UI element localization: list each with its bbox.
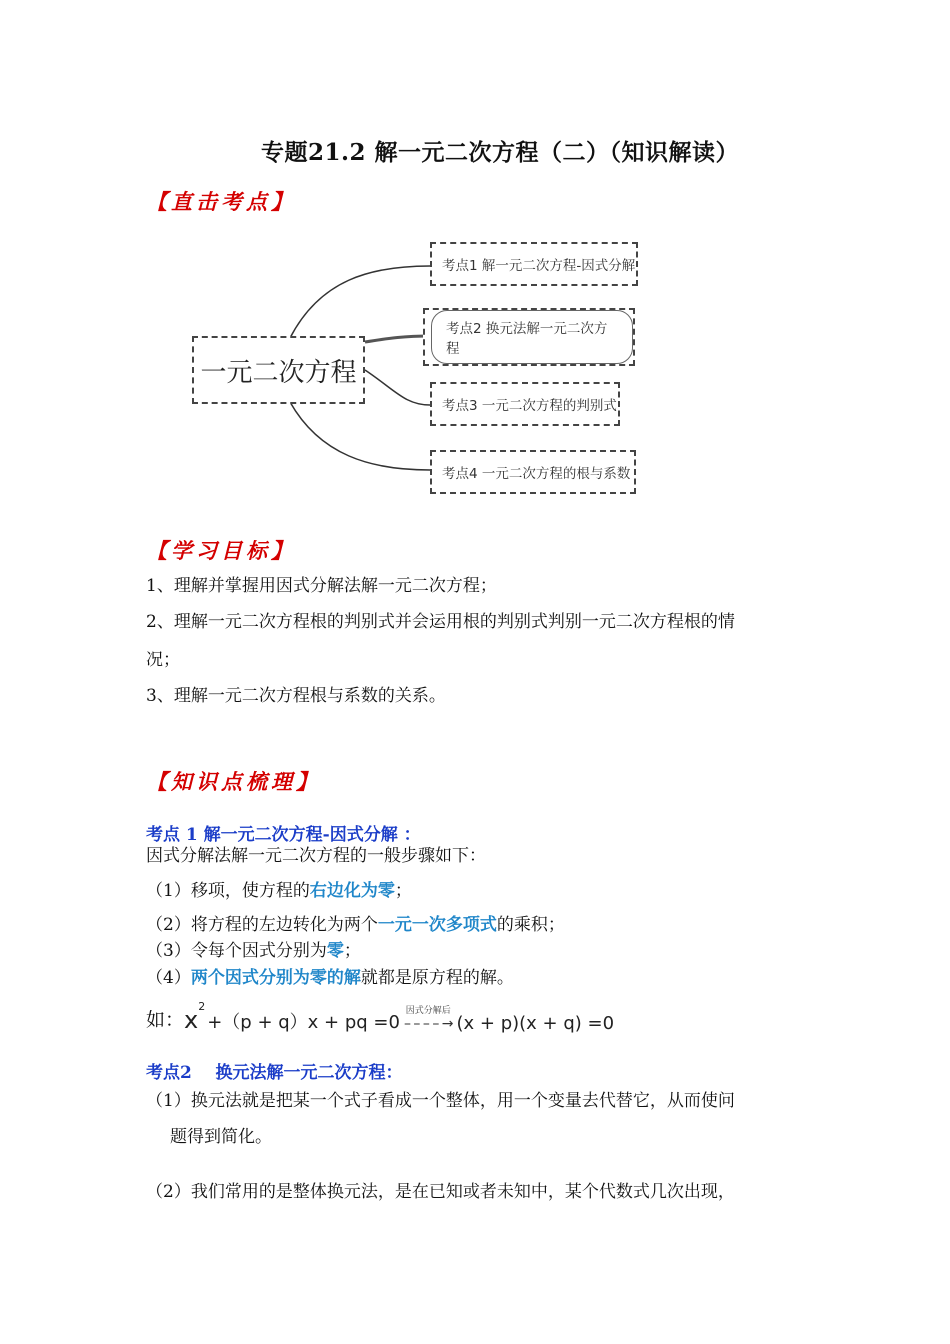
point2-para-2: （2）我们常用的是整体换元法，是在已知或者未知中，某个代数式几次出现， [146,1182,735,1202]
formula-x-letter: x [184,1006,199,1034]
goal-item-2-cont: 况； [146,650,180,670]
arrow-label: 因式分解后 [405,1006,451,1016]
point1-step-4 [146,964,514,992]
mind-map-node-1: 考点1 解一元二次方程-因式分解 [430,242,638,286]
arrow-icon: – – – – → [403,1016,453,1032]
step3-highlight: 零 [326,941,344,961]
point1-step-2 [146,911,565,939]
section-heading-direct: 【直击考点】 [146,189,296,214]
point2-para-1: （1）换元法就是把某一个式子看成一个整体，用一个变量去代替它，从而使问 [146,1091,735,1111]
step4-text: （4） [146,968,191,988]
section-heading-goals: 【学习目标】 [146,538,296,563]
goal-item-3: 3、理解一元二次方程根与系数的关系。 [146,686,446,706]
step1-highlight: 右边化为零 [309,881,395,901]
point2-heading: 考点2 换元法解一元二次方程： [146,1063,403,1083]
page-title: 专题21.2 解一元二次方程（二）（知识解读） [260,139,740,166]
goal-item-2: 2、理解一元二次方程根的判别式并会运用根的判别式判别一元二次方程根的情 [146,612,735,632]
goal-item-1: 1、理解并掌握用因式分解法解一元二次方程； [146,576,497,596]
mind-map-node-2-pill: 考点2 换元法解一元二次方程 [431,310,633,364]
point1-example [146,998,614,1034]
formula-right: (x + p)(x + q) =0 [456,1013,615,1034]
step2-text: （2）将方程的左边转化为两个 [146,915,378,935]
mind-map [180,230,660,510]
step1-end: ； [394,881,412,901]
point1-heading: 考点 1 解一元二次方程-因式分解 ： [146,825,421,845]
step2-end: 的乘积； [496,915,565,935]
point1-step-3 [146,937,361,965]
formula-x [184,1000,206,1034]
step3-end: ； [343,941,361,961]
example-prefix: 如： [146,1009,185,1031]
step2-highlight: 一元一次多项式 [377,915,497,935]
step4-end: 就都是原方程的解。 [360,968,514,988]
point2-para-1-cont: 题得到简化。 [170,1127,272,1147]
section-heading-knowledge: 【知识点梳理】 [146,769,321,794]
point1-step-1 [146,877,412,905]
step4-highlight: 两个因式分别为零的解 [190,968,361,988]
formula-exponent: 2 [198,1000,206,1013]
mind-map-node-2 [423,308,635,366]
formula-left: +（p + q）x + pq =0 [207,1012,400,1033]
step3-text: （3）令每个因式分别为 [146,941,327,961]
mind-map-node-4: 考点4 一元二次方程的根与系数 [430,450,636,494]
formula-arrow [404,1003,453,1032]
mind-map-node-3: 考点3 一元二次方程的判别式 [430,382,620,426]
step1-text: （1）移项，使方程的 [146,881,310,901]
mind-map-center: 一元二次方程 [192,336,365,404]
point1-intro: 因式分解法解一元二次方程的一般步骤如下： [146,846,486,866]
